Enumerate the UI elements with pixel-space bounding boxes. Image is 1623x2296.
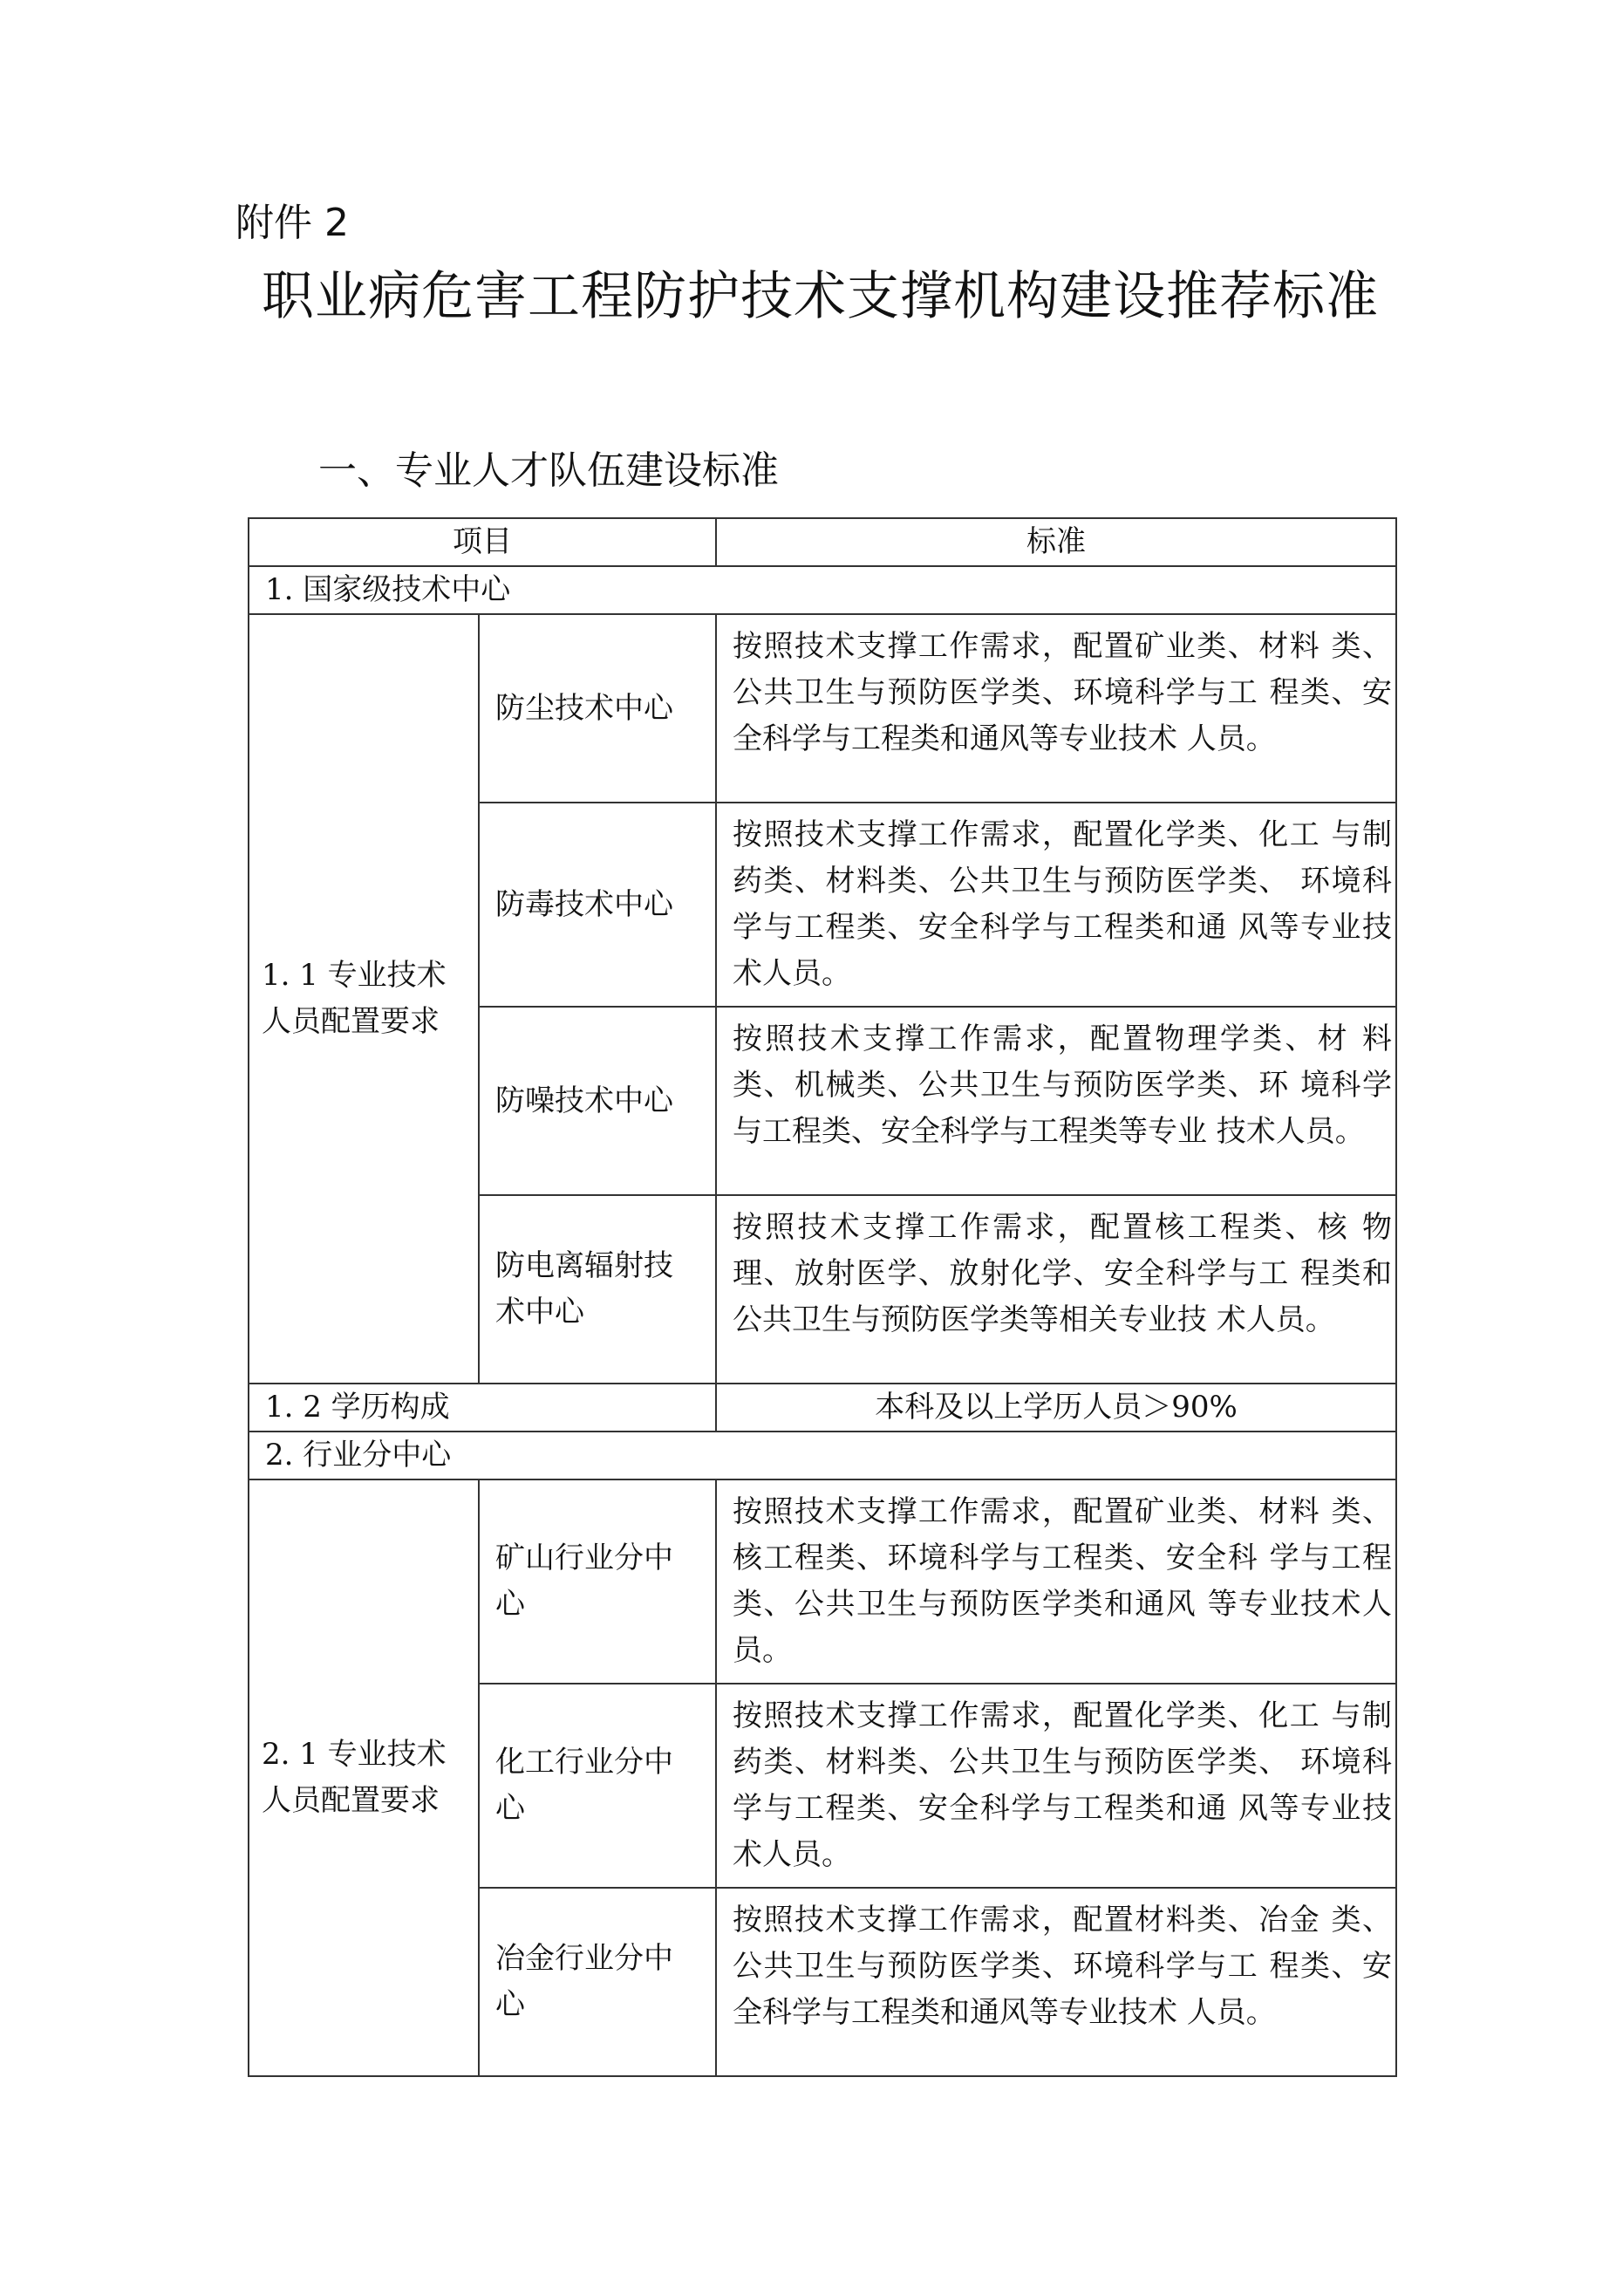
standard-text: 按照技术支撑工作需求，配置材料类、冶金 类、公共卫生与预防医学类、环境科学与工 程类、安全科学与工程类和通风等专业技术 人员。 bbox=[716, 1888, 1396, 2076]
section-heading: 一、专业人才队伍建设标准 bbox=[318, 448, 779, 493]
standard-text: 按照技术支撑工作需求，配置矿业类、材料 类、核工程类、环境科学与工程类、安全科 学与工程类、公共卫生与预防医学类和通风 等专业技术人员。 bbox=[716, 1479, 1396, 1684]
national-staffing-group: 1. 1 专业技术人员配置要求 bbox=[249, 614, 479, 1384]
attachment-label: 附件 2 bbox=[235, 201, 349, 245]
standards-table bbox=[248, 517, 1397, 2077]
industry-center-label: 2. 行业分中心 bbox=[249, 1432, 1396, 1479]
page-title: 职业病危害工程防护技术支撑机构建设推荐标准 bbox=[262, 266, 1379, 327]
center-name: 防噪技术中心 bbox=[479, 1007, 716, 1195]
industry-staffing-group: 2. 1 专业技术人员配置要求 bbox=[249, 1479, 479, 2076]
center-name: 矿山行业分中心 bbox=[479, 1479, 716, 1684]
center-name: 化工行业分中心 bbox=[479, 1684, 716, 1888]
header-item: 项目 bbox=[249, 518, 716, 566]
table-row bbox=[249, 1479, 1396, 1684]
table-row bbox=[249, 614, 1396, 803]
center-name: 防毒技术中心 bbox=[479, 803, 716, 1007]
standard-text: 按照技术支撑工作需求，配置核工程类、核 物理、放射医学、放射化学、安全科学与工 程类和公共卫生与预防医学类等相关专业技 术人员。 bbox=[716, 1195, 1396, 1384]
education-value: 本科及以上学历人员＞90% bbox=[716, 1384, 1396, 1432]
national-center-label: 1. 国家级技术中心 bbox=[249, 566, 1396, 614]
standard-text: 按照技术支撑工作需求，配置物理学类、材 料类、机械类、公共卫生与预防医学类、环 境科学与工程类、安全科学与工程类等专业 技术人员。 bbox=[716, 1007, 1396, 1195]
standard-text: 按照技术支撑工作需求，配置化学类、化工 与制药类、材料类、公共卫生与预防医学类、 环境科学与工程类、安全科学与工程类和通 风等专业技术人员。 bbox=[716, 1684, 1396, 1888]
table-header-row bbox=[249, 518, 1396, 566]
center-name: 防电离辐射技术中心 bbox=[479, 1195, 716, 1384]
standard-text: 按照技术支撑工作需求，配置化学类、化工 与制药类、材料类、公共卫生与预防医学类、 环境科学与工程类、安全科学与工程类和通 风等专业技术人员。 bbox=[716, 803, 1396, 1007]
table-row bbox=[249, 1432, 1396, 1479]
table-row bbox=[249, 1384, 1396, 1432]
education-label: 1. 2 学历构成 bbox=[249, 1384, 716, 1432]
table-row bbox=[249, 566, 1396, 614]
center-name: 冶金行业分中心 bbox=[479, 1888, 716, 2076]
header-standard: 标准 bbox=[716, 518, 1396, 566]
center-name: 防尘技术中心 bbox=[479, 614, 716, 803]
standard-text: 按照技术支撑工作需求，配置矿业类、材料 类、公共卫生与预防医学类、环境科学与工 程类、安全科学与工程类和通风等专业技术 人员。 bbox=[716, 614, 1396, 803]
